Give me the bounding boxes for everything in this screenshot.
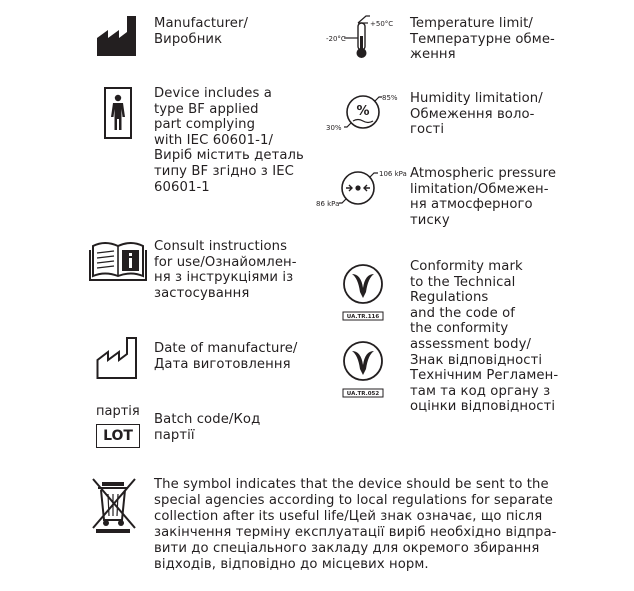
conformity-code-1: UA.TR.116 [346,314,380,321]
temperature-limit-icon [322,12,400,62]
consult-instructions-icon [89,238,147,282]
batch-code-text: Batch code/Код партії [154,412,261,443]
date-of-manufacture-text: Date of manufacture/ Дата виготовлення [154,341,298,372]
weee-text: The symbol indicates that the device should be sent to the special agencies according to local regulations for separate collection after its useful life/Цей знак означає, що після закінчення терміну експлуатації виріб необхідно відпра- вити до спеціального закладу для окремого збирання відходів, відповідно до місцевих норм. [154,477,557,572]
humidity-limitation-icon [322,88,402,134]
conformity-mark-icon-1 [341,262,385,322]
temperature-high-label: +50°C [370,20,394,28]
manufacturer-text: Manufacturer/ Виробник [154,16,249,47]
temperature-limit-text: Temperature limit/ Температурне обме- ження [410,16,555,63]
conformity-mark-text: Conformity mark to the Technical Regulations and the code of the conformity assessment body/ Знак відповідності Технічним Регламен- там та код органу з оцінки відповідності [410,259,559,415]
consult-instructions-text: Consult instructions for use/Ознайомлен- ня з інструкціями із застосування [154,239,297,301]
lot-box-icon: LOT [96,424,140,448]
conformity-code-2: UA.TR.052 [346,391,380,398]
humidity-limitation-text: Humidity limitation/ Обмеження воло- гості [410,91,543,138]
bf-applied-part-text: Device includes a type BF applied part complying with IEC 60601-1/ Виріб містить деталь типу BF згідно з IEC 60601-1 [154,86,304,195]
humidity-high-label: 85% [382,94,398,102]
atmospheric-pressure-text: Atmospheric pressure limitation/Обмежен- ня атмосферного тиску [410,166,557,228]
date-of-manufacture-icon [96,336,140,380]
temperature-low-label: -20°C [326,35,346,43]
pressure-low-label: 86 kPa [316,200,340,208]
humidity-center-label: % [356,104,370,119]
batch-label-top: партія [96,404,140,419]
humidity-low-label: 30% [326,124,342,132]
conformity-mark-icon-2 [341,339,385,399]
bf-applied-part-icon [104,87,132,139]
manufacturer-icon [96,14,140,58]
atmospheric-pressure-icon [316,164,410,210]
weee-crossed-bin-icon [90,476,140,534]
pressure-high-label: 106 kPa [379,170,407,178]
